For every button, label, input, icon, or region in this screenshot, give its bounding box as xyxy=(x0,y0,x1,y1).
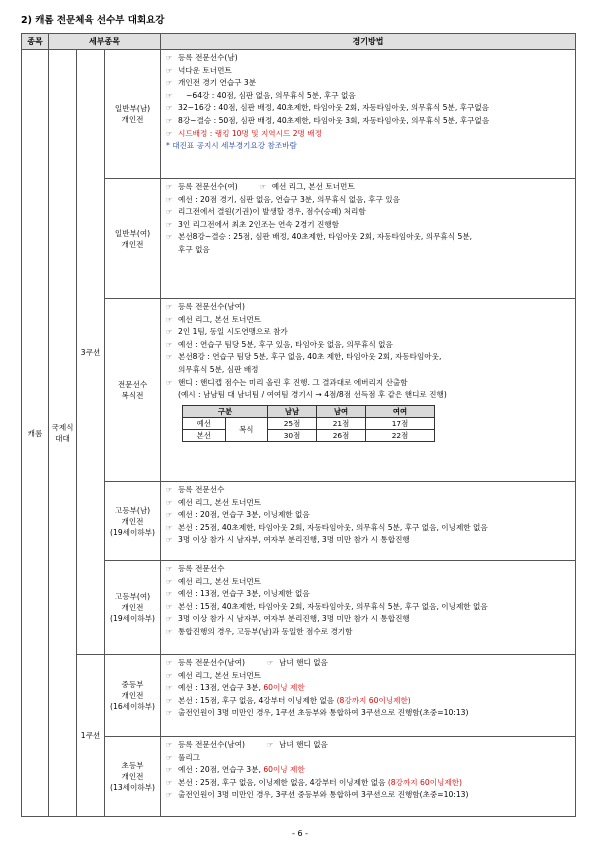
pointing-hand-icon xyxy=(166,314,178,327)
method-text-highlight: (8강까지 60이닝제한) xyxy=(387,777,462,787)
method-text: 본선 : 25점, 40초제한, 타임아웃 2회, 자동타임아웃, 의무휴식 5분, 후구 없음, 이닝제한 없음 xyxy=(178,522,488,532)
method-text-highlight: (8강까지 60이닝제한) xyxy=(336,695,411,705)
method-line xyxy=(166,707,571,720)
method-line xyxy=(166,739,571,752)
pointing-hand-icon xyxy=(166,601,178,614)
method-line xyxy=(166,314,571,327)
pointing-hand-icon xyxy=(166,695,178,708)
page-number: - 6 - xyxy=(292,829,308,838)
method-text: 등록 전문선수(남) xyxy=(178,53,238,62)
method-text: 본선8강~결승 : 25점, 심판 배정, 40초제한, 타임아웃 2회, 자동타임아웃, 의무휴식 5분, xyxy=(178,232,473,242)
pointing-hand-icon xyxy=(166,377,178,390)
pointing-hand-icon xyxy=(166,682,178,695)
pointing-hand-icon xyxy=(166,65,178,78)
cushion-label: 3쿠션 xyxy=(80,347,101,357)
pointing-hand-icon xyxy=(166,670,178,683)
method-text: 등록 전문선수(남여) xyxy=(178,740,246,749)
event-name-line: 일반부(남) xyxy=(114,104,151,113)
event-name-line: (16세이하부) xyxy=(110,702,155,711)
event-name-line: 초등부 xyxy=(121,761,144,770)
method-line xyxy=(166,194,571,207)
method-line xyxy=(166,301,571,314)
event-name-line: 전문선수 xyxy=(117,380,148,389)
pointing-hand-icon xyxy=(166,509,178,522)
pointing-hand-icon xyxy=(267,739,279,752)
cushion-cell xyxy=(77,50,105,655)
score-header: 남남 xyxy=(268,405,317,417)
pointing-hand-icon xyxy=(166,301,178,314)
event-name-line: (19세이하부) xyxy=(110,614,155,623)
method-text: 예선 : 20점, 연습구 3분, 이닝제한 없음 xyxy=(178,510,310,520)
pointing-hand-icon xyxy=(260,181,272,194)
event-row xyxy=(22,50,576,179)
header-method: 경기방법 xyxy=(161,34,576,50)
method-text: 예선 : 연습구 팀당 5분, 후구 있음, 타임아웃 없음, 의무휴식 없음 xyxy=(178,339,393,349)
event-name-line: 중등부 xyxy=(121,680,144,689)
pointing-hand-icon xyxy=(166,576,178,589)
method-text: 시드배정 : 랭킹 10명 및 지역시드 2명 배정 xyxy=(178,128,322,138)
method-line xyxy=(166,657,571,670)
method-line xyxy=(166,484,571,497)
method-text: 등록 전문선수 xyxy=(178,485,225,494)
method-line xyxy=(166,77,571,90)
method-line xyxy=(166,752,571,765)
pointing-hand-icon xyxy=(166,351,178,364)
score-value: 22점 xyxy=(366,429,435,441)
method-line xyxy=(166,377,571,390)
pointing-hand-icon xyxy=(166,764,178,777)
sport-cell xyxy=(22,50,49,817)
method-text: 예선 : 13점, 연습구 3분, 이닝제한 없음 xyxy=(178,589,310,599)
method-text: 등록 전문선수 xyxy=(178,564,225,573)
method-text: 예선 리그, 본선 토너먼트 xyxy=(178,497,262,507)
score-header: 남여 xyxy=(317,405,366,417)
pointing-hand-icon xyxy=(166,219,178,232)
method-line xyxy=(166,588,571,601)
cushion-cell xyxy=(77,655,105,817)
method-cell xyxy=(161,179,576,299)
pointing-hand-icon xyxy=(166,90,178,103)
method-text: 본선 : 25점, 후구 없음, 이닝제한 없음, 4강부터 이닝제한 없음 xyxy=(178,777,388,787)
score-round: 예선 xyxy=(183,417,226,429)
pointing-hand-icon xyxy=(166,534,178,547)
pointing-hand-icon xyxy=(166,613,178,626)
method-text: 리그전에서 결원(기권)이 발생할 경우, 점수(승패) 처리함 xyxy=(178,207,366,217)
score-header-row xyxy=(183,405,435,417)
event-name-cell xyxy=(105,179,161,299)
pointing-hand-icon xyxy=(166,52,178,65)
method-text: 8강~결승 : 50점, 심판 배정, 40초제한, 타임아웃 3회, 자동타임아웃, 의무휴식 5분, 후구없음 xyxy=(178,115,490,125)
score-value: 25점 xyxy=(268,417,317,429)
event-row xyxy=(22,179,576,299)
method-line xyxy=(166,65,571,78)
method-cell xyxy=(161,299,576,482)
method-text: 예선 리그, 본선 토너먼트 xyxy=(178,314,262,324)
method-line xyxy=(166,181,571,194)
category-line: 대대 xyxy=(55,434,70,443)
event-row xyxy=(22,299,576,482)
pointing-hand-icon xyxy=(166,626,178,639)
pointing-hand-icon xyxy=(166,77,178,90)
method-text: 통합진행의 경우, 고등부(남)과 동일한 점수로 경기함 xyxy=(178,626,353,636)
method-line xyxy=(166,626,571,639)
method-line xyxy=(166,140,571,153)
method-text: 본선 : 15점, 후구 없음, 4강부터 이닝제한 없음 xyxy=(178,695,337,705)
method-cell xyxy=(161,655,576,737)
header-event: 세부종목 xyxy=(49,34,161,50)
pointing-hand-icon xyxy=(166,739,178,752)
pointing-hand-icon xyxy=(166,752,178,765)
method-line xyxy=(166,231,571,244)
method-line xyxy=(166,364,571,377)
method-line xyxy=(166,102,571,115)
pointing-hand-icon xyxy=(166,326,178,339)
method-text: 예선 : 20점, 연습구 3분, xyxy=(178,765,264,775)
pointing-hand-icon xyxy=(166,789,178,802)
method-line xyxy=(166,339,571,352)
event-name-line: 개인전 xyxy=(121,239,144,249)
method-text: * 대진표 공지시 세부경기요강 참조바람 xyxy=(166,141,297,151)
pointing-hand-icon xyxy=(166,102,178,115)
method-text: 예선 리그, 본선 토너먼트 xyxy=(271,182,355,191)
header-sport: 종목 xyxy=(22,34,49,50)
method-line xyxy=(166,534,571,547)
method-line xyxy=(166,563,571,576)
pointing-hand-icon xyxy=(166,657,178,670)
method-text: 등록 전문선수(남여) xyxy=(178,302,246,311)
score-row xyxy=(183,429,435,441)
score-round: 본선 xyxy=(183,429,226,441)
event-name-cell xyxy=(105,50,161,179)
pointing-hand-icon xyxy=(166,497,178,510)
method-text: 의무휴식 5분, 심판 배정 xyxy=(178,364,259,374)
method-text: 넉다운 토너먼트 xyxy=(178,65,232,75)
method-line xyxy=(166,90,571,103)
event-name-line: (19세이하부) xyxy=(110,527,155,537)
method-text: 32~16강 : 40점, 심판 배정, 40초제한, 타임아웃 2회, 자동타임아웃, 의무휴식 5분, 후구없음 xyxy=(178,103,489,113)
method-text: 핸디 : 핸디캡 점수는 미리 올린 후 진행. 그 결과대로 에버리지 산출함 xyxy=(178,377,408,387)
method-text: ~64강 : 40점, 심판 없음, 의무휴식 5분, 후구 없음 xyxy=(186,90,356,100)
method-line xyxy=(166,351,571,364)
method-cell xyxy=(161,561,576,655)
section-title: 2) 캐롬 전문체육 선수부 대회요강 xyxy=(21,15,165,26)
method-text: 등록 전문선수(여) xyxy=(178,182,238,191)
method-text-highlight: 60이닝 제한 xyxy=(263,683,305,693)
method-text: 예선 : 13점, 연습구 3분, xyxy=(178,683,264,693)
cushion-label: 1쿠션 xyxy=(80,731,101,740)
method-line xyxy=(166,789,571,802)
event-name-line: 개인전 xyxy=(121,772,144,781)
pointing-hand-icon xyxy=(166,563,178,576)
score-value: 17점 xyxy=(366,417,435,429)
pointing-hand-icon xyxy=(166,777,178,790)
event-row xyxy=(22,737,576,817)
method-cell xyxy=(161,50,576,179)
event-name-line: 개인전 xyxy=(121,603,144,612)
method-text: 본선8강 : 연습구 팀당 5분, 후구 없음, 40초 제한, 타임아웃 2회, 자동타임아웃, xyxy=(178,352,442,362)
score-mid: 복식 xyxy=(225,417,268,441)
event-name-line: (13세이하부) xyxy=(110,783,155,792)
event-row xyxy=(22,561,576,655)
pointing-hand-icon xyxy=(166,522,178,535)
method-text: 출전인원이 3명 미만인 경우, 1쿠션 초등부와 통합하여 3쿠션으로 진행함(초중=10:13) xyxy=(178,708,469,718)
score-header: 여여 xyxy=(366,405,435,417)
method-text: (예시 : 남남팀 대 남녀팀 / 여여팀 경기시 → 4점/8점 선득점 후 같은 핸디로 진행) xyxy=(178,390,447,400)
method-line xyxy=(166,244,571,257)
method-line xyxy=(166,764,571,777)
method-text: 예선 리그, 본선 토너먼트 xyxy=(178,576,262,586)
method-line xyxy=(166,389,571,402)
method-text: 등록 전문선수(남여) xyxy=(178,658,246,667)
sport-name: 캐롬 xyxy=(27,428,43,438)
event-name-cell xyxy=(105,561,161,655)
pointing-hand-icon xyxy=(166,231,178,244)
pointing-hand-icon xyxy=(166,194,178,207)
pointing-hand-icon xyxy=(166,206,178,219)
method-text: 예선 : 20점 경기, 심판 없음, 연습구 3분, 의무휴식 없음, 후구 있음 xyxy=(178,194,400,204)
event-name-line: 개인전 xyxy=(121,516,144,526)
method-line xyxy=(166,497,571,510)
method-line xyxy=(166,128,571,141)
method-text: 풀리그 xyxy=(178,752,201,762)
method-cell xyxy=(161,482,576,561)
event-row xyxy=(22,655,576,737)
method-text: 출전인원이 3명 미만인 경우, 3쿠션 중등부와 통합하여 3쿠션으로 진행함(초중=10:13) xyxy=(178,790,469,800)
pointing-hand-icon xyxy=(166,339,178,352)
score-value: 21점 xyxy=(317,417,366,429)
event-name-line: 고등부(남) xyxy=(114,505,151,515)
method-text: 개인전 경기 연습구 3분 xyxy=(178,78,257,88)
category-line: 국제식 xyxy=(51,423,74,432)
method-text: 예선 리그, 본선 토너먼트 xyxy=(178,670,262,680)
event-name-line: 일반부(여) xyxy=(114,228,151,238)
method-text: 후구 없음 xyxy=(178,244,210,254)
competition-table xyxy=(21,33,576,817)
method-line xyxy=(166,682,571,695)
score-table xyxy=(182,405,435,442)
score-value: 30점 xyxy=(268,429,317,441)
method-text: 본선 : 15점, 40초제한, 타임아웃 2회, 자동타임아웃, 의무휴식 5분, 후구 없음, 이닝제한 없음 xyxy=(178,601,488,611)
method-line xyxy=(166,777,571,790)
method-line xyxy=(166,670,571,683)
pointing-hand-icon xyxy=(267,657,279,670)
score-header: 구분 xyxy=(183,405,268,417)
method-line xyxy=(166,613,571,626)
event-name-line: 개인전 xyxy=(121,115,144,124)
method-text: 2인 1팀, 동일 시도연맹으로 참가 xyxy=(178,327,288,337)
method-text: 남녀 핸디 없음 xyxy=(279,740,328,749)
method-line xyxy=(166,206,571,219)
pointing-hand-icon xyxy=(166,588,178,601)
method-text: 3명 이상 참가 시 남자부, 여자부 분리진행, 3명 미만 참가 시 통합진행 xyxy=(178,614,410,624)
pointing-hand-icon xyxy=(166,707,178,720)
event-name-cell xyxy=(105,299,161,482)
method-text-highlight: 60이닝 제한 xyxy=(263,765,305,775)
method-line xyxy=(166,522,571,535)
method-text: 3명 이상 참가 시 남자부, 여자부 분리진행, 3명 미만 참가 시 통합진행 xyxy=(178,535,410,545)
score-row xyxy=(183,417,435,429)
method-line xyxy=(166,695,571,708)
event-row xyxy=(22,482,576,561)
event-name-line: 복식전 xyxy=(121,391,144,400)
pointing-hand-icon xyxy=(166,128,178,141)
pointing-hand-icon xyxy=(166,181,178,194)
pointing-hand-icon xyxy=(166,484,178,497)
event-name-cell xyxy=(105,482,161,561)
method-cell xyxy=(161,737,576,817)
score-value: 26점 xyxy=(317,429,366,441)
method-line xyxy=(166,52,571,65)
method-line xyxy=(166,219,571,232)
method-text: 3인 리그전에서 최초 2인조는 연속 2경기 진행함 xyxy=(178,219,340,229)
method-line xyxy=(166,115,571,128)
method-line xyxy=(166,509,571,522)
category-cell xyxy=(49,50,77,817)
pointing-hand-icon xyxy=(166,115,178,128)
method-line xyxy=(166,601,571,614)
method-text: 남녀 핸디 없음 xyxy=(279,658,328,667)
header-row xyxy=(22,34,576,50)
event-name-line: 개인전 xyxy=(121,691,144,700)
event-name-cell xyxy=(105,655,161,737)
event-name-cell xyxy=(105,737,161,817)
method-line xyxy=(166,576,571,589)
event-name-line: 고등부(여) xyxy=(114,592,151,601)
method-line xyxy=(166,326,571,339)
